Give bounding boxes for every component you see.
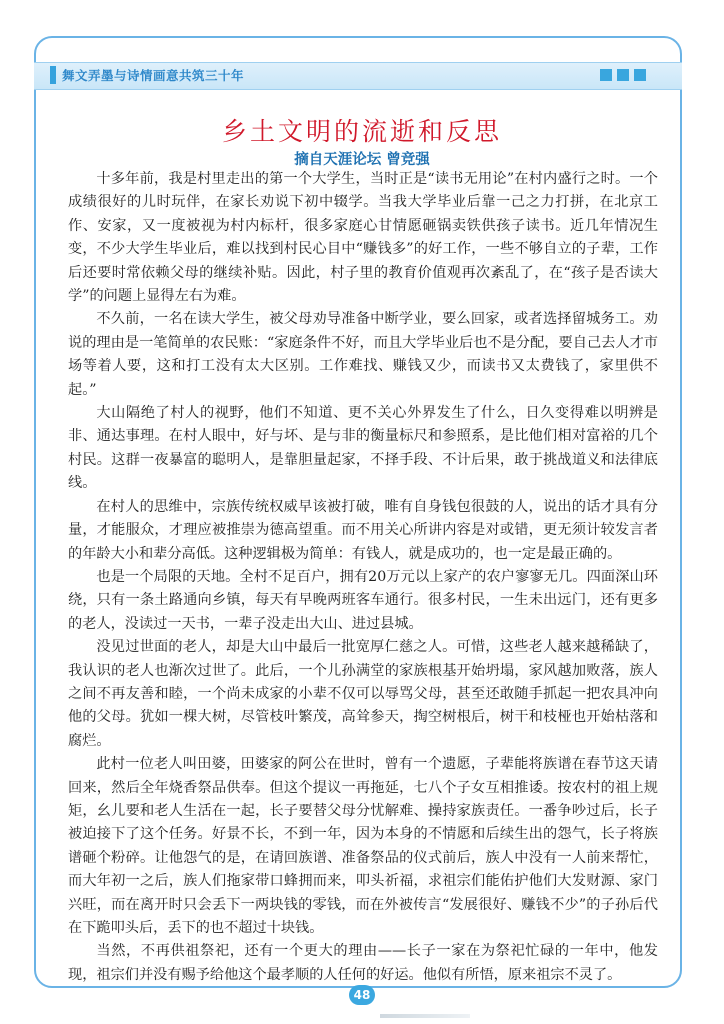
article-source: 摘自天涯论坛 曾竞强 [294,152,430,168]
article-title: 乡土文明的流逝和反思 [221,117,502,146]
article-body [68,168,658,987]
paragraph: 当然，不再供祖祭祀，还有一个更大的理由——长子一家在为祭祀忙碌的一年中，他发现，祖宗们并没有赐予给他这个最孝顺的人任何的好运。他似有所悟，原来祖宗不灵了。 [68,943,658,983]
footer-decoration [380,1014,470,1018]
paragraph: 此村一位老人叫田婆，田婆家的阿公在世时，曾有一个遗愿，子辈能将族谱在春节这天请回来，然后全年烧香祭品供奉。但这个提议一再拖延，七八个子女互相推诿。按农村的祖上规矩，幺儿要和老人生活在一起，长子要替父母分忧解难、操持家族责任。一番争吵过后，长子被迫接下了这个任务。好景不长，不到一年，因为本身的不情愿和后续生出的怨气，长子将族谱砸个粉碎。让他怨气的是，在请回族谱、准备祭品的仪式前后，族人中没有一人前来帮忙，而大年初一之后，族人们拖家带口蜂拥而来，叩头祈福，求祖宗们能佑护他们大发财源、家门兴旺，而在离开时只会丢下一两块钱的零钱，而在外被传言“发展很好、赚钱不少”的子孙后代在下跪叩头后，丢下的也不超过十块钱。 [68,756,658,936]
page-number: 48 [349,985,375,1005]
square-icon [617,69,629,81]
paragraph: 大山隔绝了村人的视野，他们不知道、更不关心外界发生了什么，日久变得难以明辨是非、通达事理。在村人眼中，好与坏、是与非的衡量标尺和参照系，是比他们相对富裕的几个村民。这群一夜暴富的聪明人，是靠胆量起家，不择手段、不计后果，敢于挑战道义和法律底线。 [68,405,658,492]
square-icon [634,69,646,81]
paragraph: 在村人的思维中，宗族传统权威早该被打破，唯有自身钱包很鼓的人，说出的话才具有分量，才能服众，才理应被推崇为德高望重。而不用关心所讲内容是对或错，更无须计较发言者的年龄大小和辈分高低。这种逻辑极为简单：有钱人，就是成功的，也一定是最正确的。 [68,498,658,562]
header-squares [600,69,646,81]
header-accent-bar [50,66,56,84]
paragraph: 也是一个局限的天地。全村不足百户，拥有20万元以上家产的农户寥寥无几。四面深山环绕，只有一条土路通向乡镇，每天有早晚两班客车通行。很多村民，一生未出远门，还有更多的老人，没读过一天书，一辈子没走出大山、进过县城。 [68,568,658,632]
paragraph: 没见过世面的老人，却是大山中最后一批宽厚仁慈之人。可惜，这些老人越来越稀缺了，我认识的老人也渐次过世了。此后，一个儿孙满堂的家族根基开始坍塌，家风越加败落，族人之间不再友善和睦，一个尚未成家的小辈不仅可以辱骂父母，甚至还敢随手抓起一把农具冲向他的父母。犹如一棵大树，尽管枝叶繁茂，高耸参天，掏空树根后，树干和枝桠也开始枯落和腐烂。 [68,639,658,749]
paragraph: 十多年前，我是村里走出的第一个大学生，当时正是“读书无用论”在村内盛行之时。一个成绩很好的儿时玩伴，在家长劝说下初中辍学。当我大学毕业后靠一己之力打拼，在北京工作、安家，又一度被视为村内标杆，很多家庭心甘情愿砸锅卖铁供孩子读书。近几年情况生变，不少大学生毕业后，难以找到村民心目中“赚钱多”的好工作，一些不够自立的子辈，工作后还要时常依赖父母的继续补贴。因此，村子里的教育价值观再次紊乱了，在“孩子是否读大学”的问题上显得左右为难。 [68,171,658,305]
square-icon [600,69,612,81]
paragraph: 不久前，一名在读大学生，被父母劝导准备中断学业，要么回家，或者选择留城务工。劝说的理由是一笔简单的农民账：“家庭条件不好，而且大学毕业后也不是分配，要自己去人才市场等着人要，这和打工没有太大区别。工作难找、赚钱又少，而读书又太费钱了，家里供不起。” [68,311,658,398]
running-title: 舞文弄墨与诗情画意共筑三十年 [62,68,245,83]
